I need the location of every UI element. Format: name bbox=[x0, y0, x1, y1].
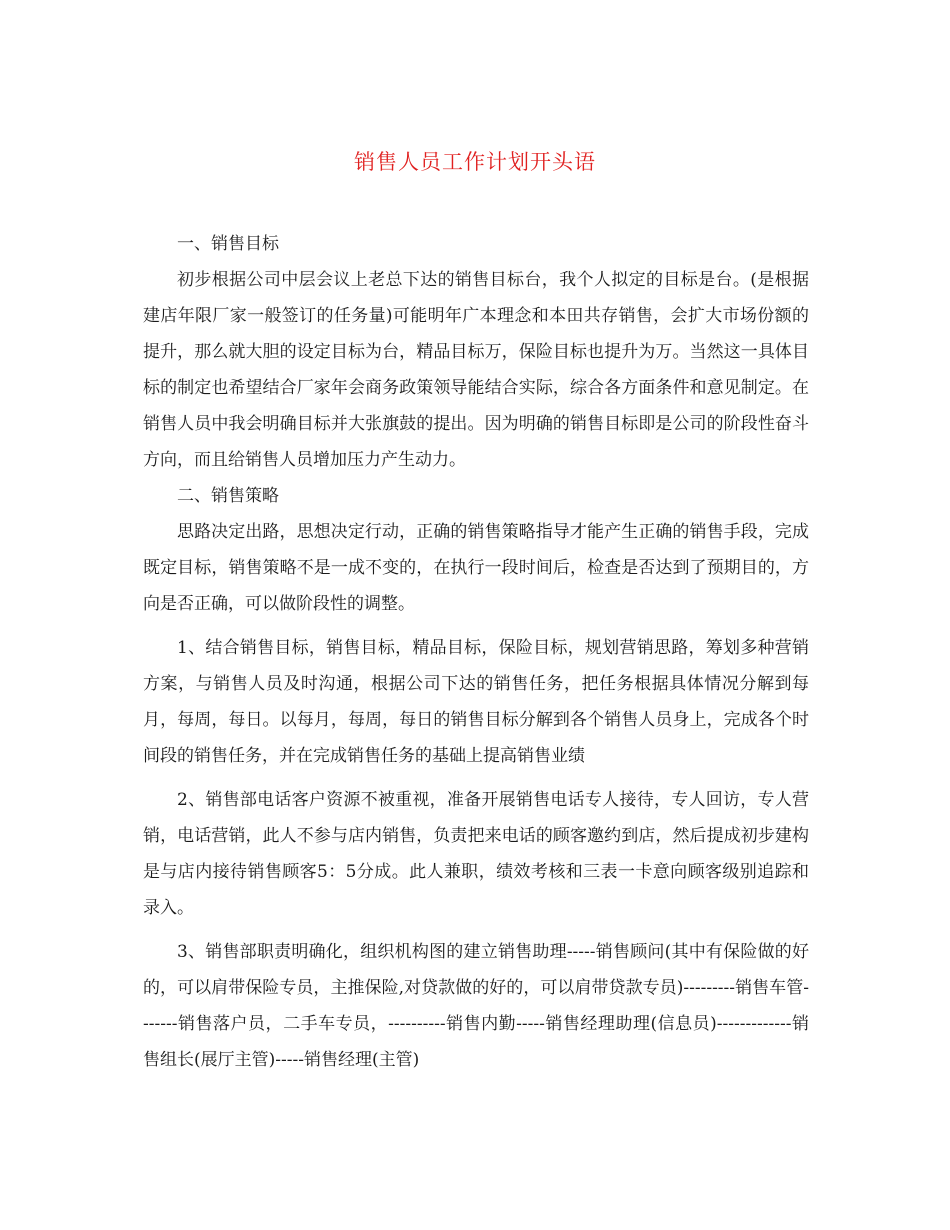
list-item-2: 2、销售部电话客户资源不被重视，准备开展销售电话专人接待，专人回访，专人营销，电话营销，此人不参与店内销售，负责把来电话的顾客邀约到店，然后提成初步建构是与店内接待销售顾客5：5分成。此人兼职，绩效考核和三表一卡意向顾客级别追踪和录入。 bbox=[143, 790, 809, 918]
paragraph-sales-strategy: 思路决定出路，思想决定行动，正确的销售策略指导才能产生正确的销售手段，完成既定目标，销售策略不是一成不变的，在执行一段时间后，检查是否达到了预期目的，方向是否正确，可以做阶段性的调整。 bbox=[143, 522, 809, 614]
section-heading-sales-target: 一、销售目标 bbox=[177, 234, 279, 254]
document-body bbox=[143, 226, 809, 1078]
spacer bbox=[143, 774, 809, 782]
list-item-3: 3、销售部职责明确化，组织机构图的建立销售助理-----销售顾问(其中有保险做的好的，可以肩带保险专员，主推保险,对贷款做的好的，可以肩带贷款专员)---------销售车管-------销售落户员，二手车专员，----------销售内勤-----销售经理助理(信息员)-------------销售组长(展厅主管)-----销售经理(主管) bbox=[143, 942, 809, 1070]
document-title: 销售人员工作计划开头语 bbox=[354, 150, 596, 174]
spacer bbox=[143, 926, 809, 934]
list-item-1: 1、结合销售目标，销售目标，精品目标，保险目标，规划营销思路，筹划多种营销方案，与销售人员及时沟通，根据公司下达的销售任务，把任务根据具体情况分解到每月，每周，每日。以每月，每周，每日的销售目标分解到各个销售人员身上，完成各个时间段的销售任务，并在完成销售任务的基础上提高销售业绩 bbox=[143, 638, 809, 766]
section-heading-sales-strategy: 二、销售策略 bbox=[177, 486, 279, 506]
spacer bbox=[143, 622, 809, 630]
paragraph-sales-target: 初步根据公司中层会议上老总下达的销售目标台，我个人拟定的目标是台。(是根据建店年限厂家一般签订的任务量)可能明年广本理念和本田共存销售，会扩大市场份额的提升，那么就大胆的设定目标为台，精品目标万，保险目标也提升为万。当然这一具体目标的制定也希望结合厂家年会商务政策领导能结合实际，综合各方面条件和意见制定。在销售人员中我会明确目标并大张旗鼓的提出。因为明确的销售目标即是公司的阶段性奋斗方向，而且给销售人员增加压力产生动力。 bbox=[143, 270, 809, 470]
